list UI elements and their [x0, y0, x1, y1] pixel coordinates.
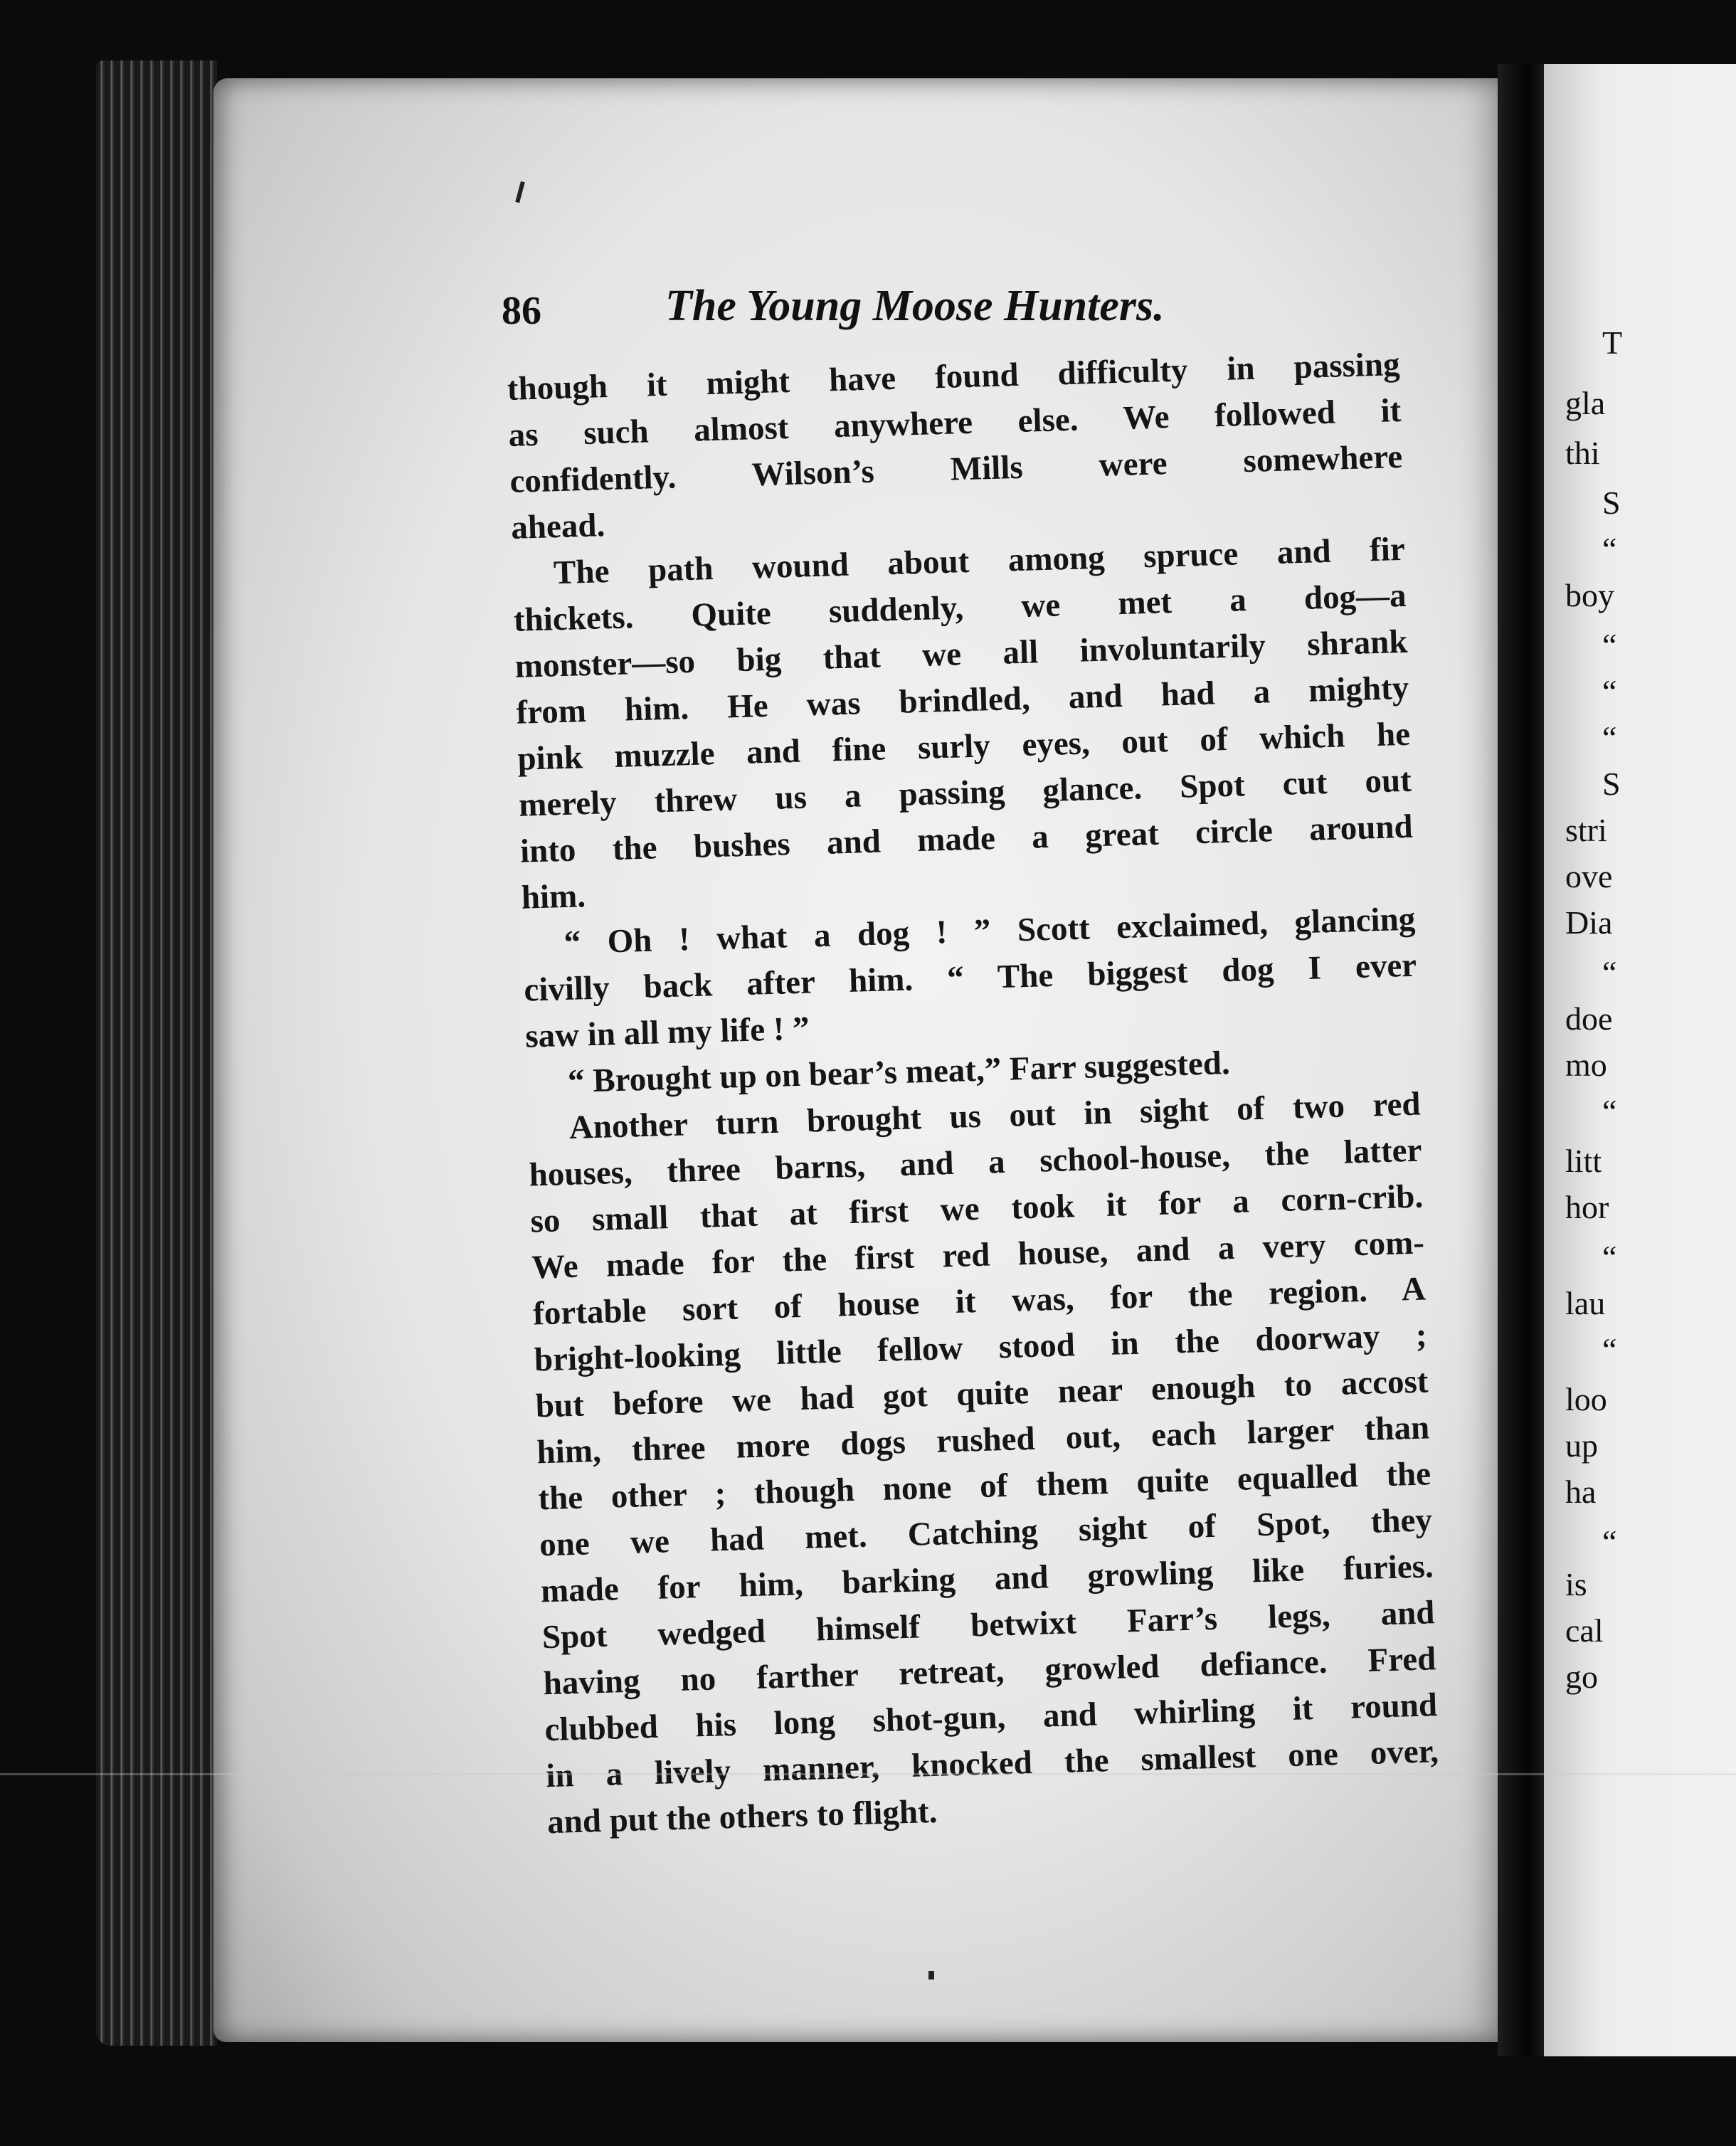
- facing-page-text: [1565, 0, 1736, 2146]
- fragment: S: [1602, 766, 1621, 802]
- text-line: monster—so big that we all involuntarily shrank: [514, 623, 1409, 685]
- text-line: the other ; though none of them quite equalled the: [537, 1455, 1431, 1518]
- scan-artifact-line: [0, 1773, 1736, 1775]
- text-line: Another turn brought us out in sight of two red: [568, 1085, 1422, 1146]
- text-line: “ Oh ! what a dog ! ” Scott exclaimed, glancing: [563, 900, 1416, 962]
- text-line: so small that at first we took it for a corn-crib.: [529, 1178, 1424, 1240]
- fragment: “: [1602, 719, 1617, 756]
- text-line: made for him, barking and growling like furies.: [540, 1548, 1434, 1610]
- fragment: hor: [1565, 1189, 1609, 1225]
- text-line: Spot wedged himself betwixt Farr’s legs, and: [541, 1594, 1436, 1656]
- text-line: confidently. Wilson’s Mills were somewhere: [509, 438, 1403, 500]
- fragment: litt: [1565, 1143, 1602, 1179]
- text-line: The path wound about among spruce and fir: [553, 530, 1406, 592]
- fragment: “: [1602, 1331, 1617, 1368]
- text-line: and put the others to flight.: [546, 1792, 938, 1841]
- fragment: Dia: [1565, 904, 1613, 941]
- text-line: thickets. Quite suddenly, we met a dog—a: [513, 576, 1407, 639]
- book-gutter: [1498, 64, 1547, 2056]
- body-text: [507, 342, 1441, 1846]
- fragment: “: [1602, 1239, 1617, 1275]
- fragment: doe: [1565, 1000, 1613, 1037]
- fragment: boy: [1565, 577, 1614, 613]
- fragment: ove: [1565, 858, 1613, 894]
- ink-speck: [928, 1971, 934, 1980]
- text-line: into the bushes and made a great circle around: [519, 808, 1414, 870]
- page-number: 86: [502, 289, 541, 333]
- text-line: civilly back after him. “ The biggest dog I ever: [523, 946, 1417, 1009]
- page-header: [502, 281, 1427, 338]
- text-line: merely threw us a passing glance. Spot cut out: [518, 761, 1412, 824]
- text-line: from him. He was brindled, and had a mighty: [515, 669, 1409, 731]
- text-line: though it might have found difficulty in passing: [507, 345, 1401, 408]
- fragment: lau: [1565, 1285, 1606, 1321]
- text-line: houses, three barns, and a school-house, the latter: [529, 1131, 1422, 1194]
- text-line: saw in all my life ! ”: [524, 1010, 810, 1055]
- text-line: but before we had got quite near enough to accost: [535, 1363, 1429, 1425]
- fragment: thi: [1565, 435, 1600, 471]
- fragment: ha: [1565, 1474, 1597, 1510]
- fragment: S: [1602, 485, 1621, 521]
- fragment: stri: [1565, 812, 1607, 848]
- fragment: T: [1602, 324, 1623, 361]
- text-line: pink muzzle and fine surly eyes, out of which he: [517, 715, 1411, 778]
- text-line: “ Brought up on bear’s meat,” Farr suggested.: [567, 1045, 1231, 1100]
- fragment: “: [1602, 1093, 1617, 1129]
- running-title: The Young Moose Hunters.: [665, 282, 1165, 330]
- fragment: mo: [1565, 1047, 1607, 1083]
- fragment: loo: [1565, 1381, 1607, 1417]
- text-line: bright-looking little fellow stood in the doorway ;: [534, 1316, 1428, 1379]
- text-line: fortable sort of house it was, for the region. A: [532, 1270, 1427, 1333]
- text-line: as such almost anywhere else. We followed it: [507, 391, 1402, 454]
- text-line: one we had met. Catching sight of Spot, they: [539, 1501, 1433, 1564]
- fragment: “: [1602, 954, 1617, 990]
- fragment: “: [1602, 673, 1617, 709]
- text-line: ahead.: [510, 507, 605, 546]
- fragment: “: [1602, 627, 1617, 663]
- page-edges: [96, 60, 217, 2046]
- text-line: having no farther retreat, growled defiance. Fred: [542, 1640, 1436, 1703]
- fragment: “: [1602, 531, 1617, 567]
- fragment: “: [1602, 1523, 1617, 1560]
- fragment: gla: [1565, 385, 1606, 421]
- text-line: him, three more dogs rushed out, each larger than: [536, 1409, 1430, 1471]
- text-line: in a lively manner, knocked the smallest one over,: [545, 1733, 1439, 1795]
- text-line: We made for the first red house, and a very com-: [531, 1224, 1425, 1286]
- fragment: up: [1565, 1427, 1598, 1464]
- text-line: him.: [521, 877, 586, 916]
- text-line: clubbed his long shot-gun, and whirling it round: [544, 1686, 1438, 1749]
- fragment: cal: [1565, 1612, 1604, 1649]
- fragment: go: [1565, 1659, 1598, 1695]
- fragment: is: [1565, 1566, 1587, 1602]
